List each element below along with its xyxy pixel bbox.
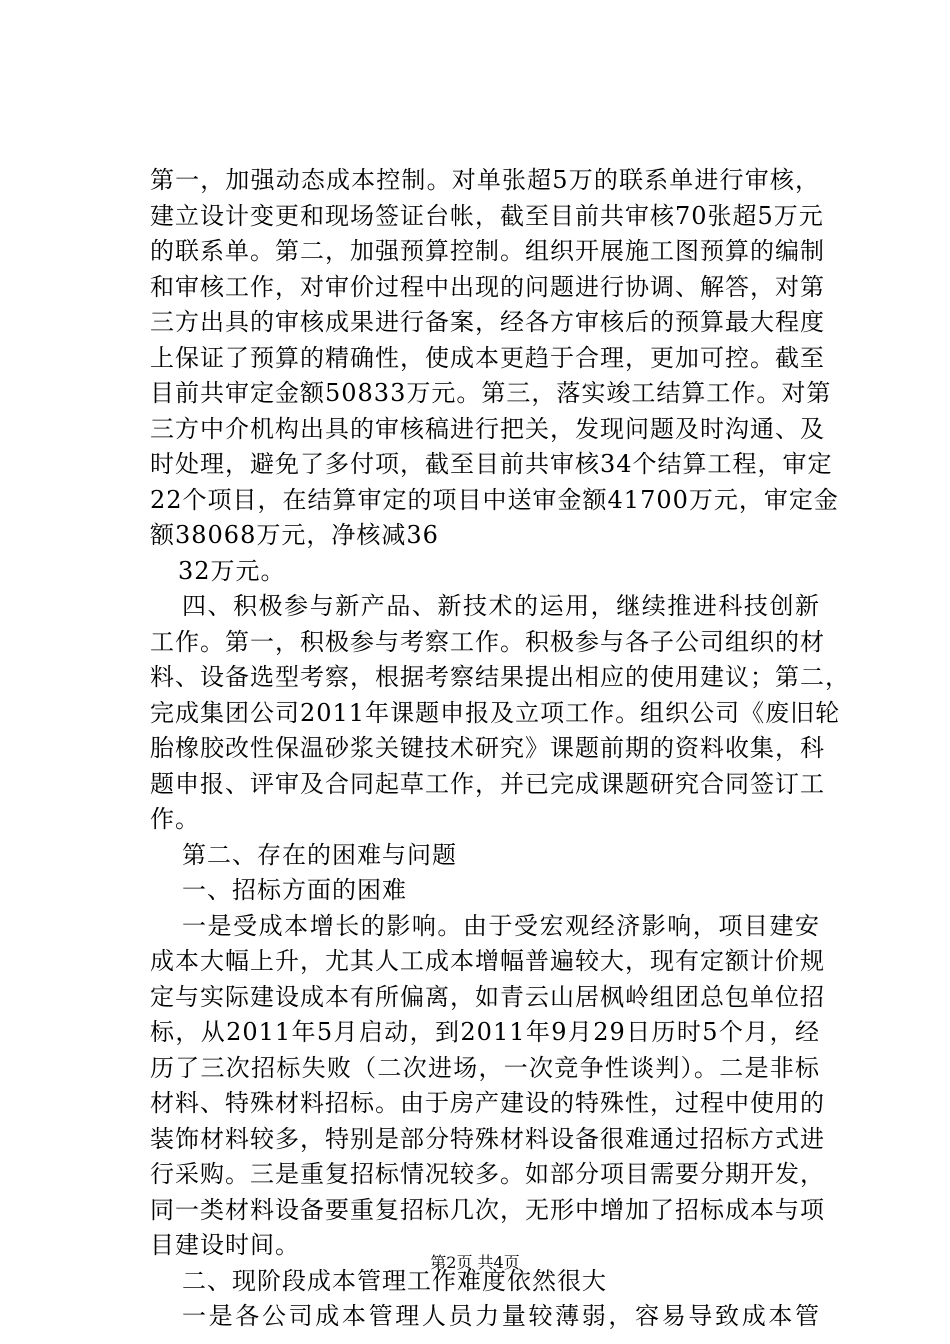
text-line: 一是受成本增长的影响。由于受宏观经济影响，项目建安 (182, 911, 820, 940)
text-line: 第一，加强动态成本控制。对单张超5万的联系单进行审核， (150, 166, 820, 194)
text-line: 目前共审定金额50833万元。第三，落实竣工结算工作。对第 (150, 379, 832, 407)
text-line: 32万元。 (178, 556, 286, 585)
text-line: 行采购。三是重复招标情况较多。如部分项目需要分期开发， (150, 1160, 825, 1188)
text-line: 定与实际建设成本有所偏离，如青云山居枫岭组团总包单位招 (150, 982, 825, 1011)
text-line: 料、设备选型考察，根据考察结果提出相应的使用建议；第二， (150, 663, 850, 691)
text-line: 目建设时间。 (150, 1231, 300, 1259)
text-line: 成本大幅上升，尤其人工成本增幅普遍较大，现有定额计价规 (150, 947, 825, 975)
text-line: 同一类材料设备要重复招标几次，无形中增加了招标成本与项 (150, 1195, 825, 1224)
subsection-heading: 一、招标方面的困难 (182, 876, 407, 904)
text-line: 作。 (150, 805, 200, 833)
text-line: 额38068万元，净核减36 (150, 521, 439, 549)
text-line: 22个项目，在结算审定的项目中送审金额41700万元，审定金 (150, 485, 839, 514)
paragraph-heading-line: 四、积极参与新产品、新技术的运用，继续推进科技创新 (182, 592, 820, 620)
text-line: 装饰材料较多，特别是部分特殊材料设备很难通过招标方式进 (150, 1124, 825, 1153)
text-line: 上保证了预算的精确性，使成本更趋于合理，更加可控。截至 (150, 343, 825, 372)
text-line: 一是各公司成本管理人员力量较薄弱，容易导致成本管 (182, 1302, 820, 1330)
text-line: 时处理，避免了多付项，截至目前共审核34个结算工程，审定 (150, 450, 833, 478)
text-line: 题申报、评审及合同起草工作，并已完成课题研究合同签订工 (150, 769, 825, 798)
text-line: 工作。第一，积极参与考察工作。积极参与各子公司组织的材 (150, 627, 825, 656)
text-line: 和审核工作，对审价过程中出现的问题进行协调、解答，对第 (150, 272, 825, 301)
text-line: 完成集团公司2011年课题申报及立项工作。组织公司《废旧轮 (150, 698, 841, 727)
text-line: 胎橡胶改性保温砂浆关键技术研究》课题前期的资料收集，科 (150, 734, 825, 762)
page-number-label: 第2页 共4页 (430, 1253, 520, 1272)
text-line: 标，从2011年5月启动，到2011年9月29日历时5个月，经 (150, 1018, 820, 1046)
text-line: 三方出具的审核成果进行备案，经各方审核后的预算最大程度 (150, 308, 825, 336)
text-line: 的联系单。第二，加强预算控制。组织开展施工图预算的编制 (150, 237, 825, 265)
text-line: 建立设计变更和现场签证台帐，截至目前共审核70张超5万元 (150, 201, 824, 230)
subsection-heading: 二、现阶段成本管理工作难度依然很大 (182, 1266, 607, 1295)
text-line: 材料、特殊材料招标。由于房产建设的特殊性，过程中使用的 (150, 1089, 825, 1117)
text-line: 历了三次招标失败（二次进场，一次竞争性谈判）。二是非标 (150, 1053, 820, 1082)
document-body (150, 163, 850, 1335)
text-line: 三方中介机构出具的审核稿进行把关，发现问题及时沟通、及 (150, 414, 825, 443)
section-heading: 第二、存在的困难与问题 (182, 840, 457, 869)
page-footer (0, 1253, 950, 1273)
